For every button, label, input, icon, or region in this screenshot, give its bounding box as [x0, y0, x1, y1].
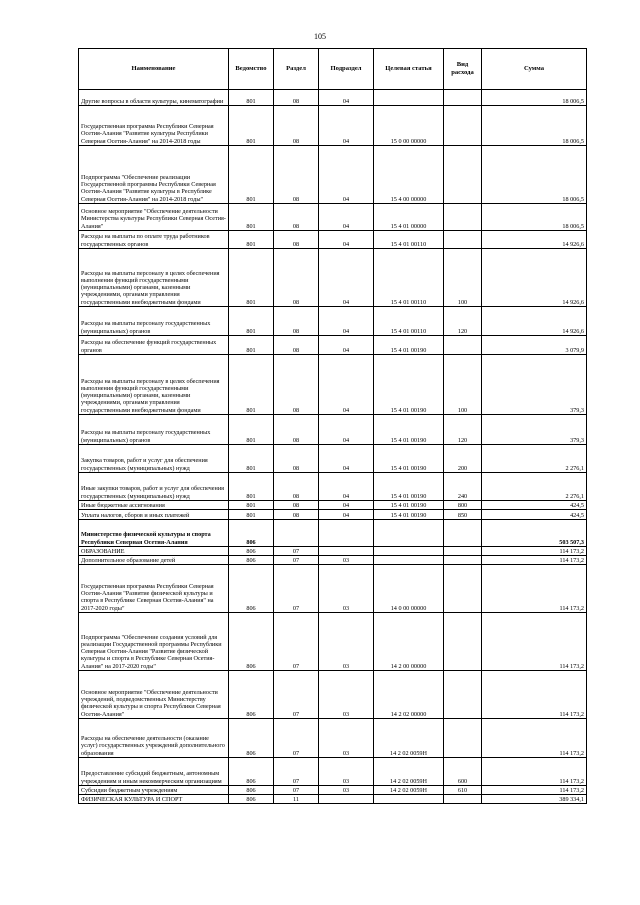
- cell-expense-type: [444, 671, 482, 719]
- cell-target-item: 15 4 01 00110: [374, 307, 444, 336]
- cell-target-item: 15 4 01 00110: [374, 231, 444, 249]
- cell-target-item: 15 4 01 00190: [374, 473, 444, 501]
- cell-name: Расходы на выплаты персоналу в целях обеспечения выполнения функций государственными (муниципальными) органами, казенными учреждениями, органами управления государственными внебюджетными фондами: [79, 249, 229, 307]
- cell-name: Расходы на выплаты персоналу государственных (муниципальных) органов: [79, 415, 229, 445]
- column-header-name: Наименование: [79, 49, 229, 90]
- cell-expense-type: 100: [444, 355, 482, 415]
- cell-section: 08: [274, 445, 319, 473]
- cell-subsection: 04: [319, 249, 374, 307]
- cell-department: 806: [229, 565, 274, 613]
- cell-name: Основное мероприятие "Обеспечение деятельности Министерства культуры Республики Северная Осетия-Алания": [79, 204, 229, 231]
- cell-expense-type: 120: [444, 307, 482, 336]
- cell-expense-type: [444, 613, 482, 671]
- cell-subsection: 04: [319, 355, 374, 415]
- cell-sum: 18 006,5: [482, 204, 587, 231]
- cell-name: Дополнительное образование детей: [79, 556, 229, 565]
- cell-department: 801: [229, 146, 274, 204]
- cell-expense-type: [444, 556, 482, 565]
- cell-sum: 18 006,5: [482, 106, 587, 146]
- cell-department: 801: [229, 307, 274, 336]
- cell-sum: 14 926,6: [482, 307, 587, 336]
- cell-sum: 18 006,5: [482, 90, 587, 106]
- column-header-subsection: Подраздел: [319, 49, 374, 90]
- table-row: [79, 795, 587, 804]
- cell-expense-type: [444, 719, 482, 758]
- column-header-department: Ведомство: [229, 49, 274, 90]
- cell-sum: 2 276,1: [482, 473, 587, 501]
- column-header-section: Раздел: [274, 49, 319, 90]
- table-row: [79, 556, 587, 565]
- cell-subsection: 03: [319, 671, 374, 719]
- cell-department: 801: [229, 90, 274, 106]
- cell-target-item: 15 4 01 00190: [374, 445, 444, 473]
- cell-subsection: 03: [319, 758, 374, 786]
- cell-department: 801: [229, 204, 274, 231]
- cell-target-item: 14 2 00 00000: [374, 613, 444, 671]
- cell-target-item: 15 4 01 00190: [374, 336, 444, 355]
- cell-subsection: 04: [319, 445, 374, 473]
- cell-name: Субсидии бюджетным учреждениям: [79, 786, 229, 795]
- column-header-expense-type: Вид расхода: [444, 49, 482, 90]
- cell-expense-type: [444, 547, 482, 556]
- cell-name: ОБРАЗОВАНИЕ: [79, 547, 229, 556]
- cell-subsection: 04: [319, 501, 374, 510]
- cell-name: Расходы на обеспечение функций государственных органов: [79, 336, 229, 355]
- cell-section: 08: [274, 90, 319, 106]
- table-header-row: [79, 49, 587, 90]
- cell-expense-type: 200: [444, 445, 482, 473]
- cell-expense-type: [444, 146, 482, 204]
- cell-subsection: [319, 795, 374, 804]
- cell-department: 801: [229, 415, 274, 445]
- cell-section: 08: [274, 355, 319, 415]
- cell-sum: 114 173,2: [482, 613, 587, 671]
- cell-subsection: 04: [319, 473, 374, 501]
- cell-expense-type: 240: [444, 473, 482, 501]
- cell-target-item: [374, 90, 444, 106]
- cell-department: 806: [229, 556, 274, 565]
- cell-section: 07: [274, 556, 319, 565]
- cell-sum: 14 926,6: [482, 231, 587, 249]
- cell-target-item: 15 4 01 00190: [374, 415, 444, 445]
- cell-name: Подпрограмма "Обеспечение реализации Государственной программы Республики Северная Осетия-Алания "Развитие культуры в Республике Северная Осетия-Алания" на 2014-2018 годы": [79, 146, 229, 204]
- column-header-sum: Сумма: [482, 49, 587, 90]
- cell-department: 801: [229, 336, 274, 355]
- cell-name: Уплата налогов, сборов и иных платежей: [79, 510, 229, 520]
- cell-sum: 503 507,3: [482, 520, 587, 547]
- table-row: [79, 415, 587, 445]
- table-row: [79, 355, 587, 415]
- cell-name: Основное мероприятие "Обеспечение деятельности учреждений, подведомственных Министерству физической культуры и спорта Республики Северная Осетия-Алания": [79, 671, 229, 719]
- cell-section: 07: [274, 671, 319, 719]
- cell-subsection: 04: [319, 415, 374, 445]
- cell-department: 801: [229, 106, 274, 146]
- table-row: [79, 90, 587, 106]
- cell-name: Расходы на обеспечение деятельности (оказание услуг) государственных учреждений дополнительного образования: [79, 719, 229, 758]
- table-row: [79, 336, 587, 355]
- cell-expense-type: 610: [444, 786, 482, 795]
- table-row: [79, 520, 587, 547]
- cell-department: 801: [229, 249, 274, 307]
- cell-section: 08: [274, 249, 319, 307]
- cell-department: 801: [229, 510, 274, 520]
- cell-name: Расходы на выплаты по оплате труда работников государственных органов: [79, 231, 229, 249]
- cell-subsection: 04: [319, 307, 374, 336]
- cell-section: 08: [274, 415, 319, 445]
- table-row: [79, 671, 587, 719]
- cell-sum: 389 334,1: [482, 795, 587, 804]
- table-row: [79, 758, 587, 786]
- cell-name: Закупка товаров, работ и услуг для обеспечения государственных (муниципальных) нужд: [79, 445, 229, 473]
- table-row: [79, 106, 587, 146]
- cell-target-item: 14 2 02 0059Н: [374, 758, 444, 786]
- cell-section: 08: [274, 146, 319, 204]
- cell-sum: 114 173,2: [482, 719, 587, 758]
- cell-target-item: 15 4 01 00000: [374, 204, 444, 231]
- cell-target-item: 15 4 01 00190: [374, 355, 444, 415]
- cell-section: 08: [274, 204, 319, 231]
- cell-target-item: [374, 520, 444, 547]
- cell-department: 801: [229, 445, 274, 473]
- table-row: [79, 510, 587, 520]
- cell-subsection: 03: [319, 719, 374, 758]
- cell-section: [274, 520, 319, 547]
- cell-sum: 14 926,6: [482, 249, 587, 307]
- budget-table: [78, 48, 587, 804]
- table-row: [79, 146, 587, 204]
- cell-subsection: 03: [319, 786, 374, 795]
- column-header-target-item: Целевая статья: [374, 49, 444, 90]
- cell-expense-type: [444, 231, 482, 249]
- cell-section: 07: [274, 719, 319, 758]
- cell-expense-type: 100: [444, 249, 482, 307]
- cell-subsection: 04: [319, 146, 374, 204]
- cell-section: 08: [274, 501, 319, 510]
- cell-subsection: 04: [319, 510, 374, 520]
- table-row: [79, 249, 587, 307]
- cell-section: 07: [274, 565, 319, 613]
- table-row: [79, 473, 587, 501]
- cell-sum: 114 173,2: [482, 671, 587, 719]
- cell-target-item: 14 2 02 0059Н: [374, 786, 444, 795]
- cell-target-item: [374, 547, 444, 556]
- cell-expense-type: [444, 520, 482, 547]
- cell-sum: 114 173,2: [482, 565, 587, 613]
- cell-sum: 424,5: [482, 510, 587, 520]
- cell-expense-type: [444, 565, 482, 613]
- cell-name: Министерство физической культуры и спорта Республики Северная Осетия-Алания: [79, 520, 229, 547]
- cell-name: Государственная программа Республики Северная Осетия-Алания "Развитие физической культуры и спорта в Республике Северная Осетия-Алания" на 2017-2020 годы": [79, 565, 229, 613]
- cell-expense-type: 800: [444, 501, 482, 510]
- cell-expense-type: [444, 795, 482, 804]
- cell-expense-type: [444, 336, 482, 355]
- cell-section: 08: [274, 307, 319, 336]
- cell-department: 806: [229, 795, 274, 804]
- cell-target-item: 14 0 00 00000: [374, 565, 444, 613]
- cell-sum: 114 173,2: [482, 556, 587, 565]
- cell-subsection: 03: [319, 556, 374, 565]
- cell-section: 08: [274, 336, 319, 355]
- cell-expense-type: [444, 204, 482, 231]
- cell-department: 806: [229, 786, 274, 795]
- cell-expense-type: 850: [444, 510, 482, 520]
- cell-section: 11: [274, 795, 319, 804]
- cell-section: 07: [274, 547, 319, 556]
- cell-subsection: 04: [319, 336, 374, 355]
- cell-department: 801: [229, 355, 274, 415]
- table-row: [79, 719, 587, 758]
- cell-name: Государственная программа Республики Северная Осетия-Алания "Развитие культуры Республики Северная Осетия-Алания" на 2014-2018 годы: [79, 106, 229, 146]
- cell-target-item: 14 2 02 0059Н: [374, 719, 444, 758]
- cell-department: 801: [229, 231, 274, 249]
- cell-sum: 114 173,2: [482, 758, 587, 786]
- cell-expense-type: 600: [444, 758, 482, 786]
- cell-target-item: 14 2 02 00000: [374, 671, 444, 719]
- cell-department: 806: [229, 671, 274, 719]
- cell-sum: 18 006,5: [482, 146, 587, 204]
- table-row: [79, 307, 587, 336]
- cell-name: Расходы на выплаты персоналу в целях обеспечения выполнения функций государственными (муниципальными) органами, казенными учреждениями, органами управления государственными внебюджетными фондами: [79, 355, 229, 415]
- table-row: [79, 565, 587, 613]
- cell-section: 08: [274, 106, 319, 146]
- cell-department: 806: [229, 520, 274, 547]
- cell-sum: 379,3: [482, 355, 587, 415]
- cell-subsection: 03: [319, 613, 374, 671]
- cell-section: 07: [274, 786, 319, 795]
- cell-department: 806: [229, 547, 274, 556]
- cell-section: 08: [274, 231, 319, 249]
- cell-section: 07: [274, 758, 319, 786]
- cell-subsection: [319, 547, 374, 556]
- cell-subsection: 03: [319, 565, 374, 613]
- table-row: [79, 501, 587, 510]
- table-row: [79, 231, 587, 249]
- cell-name: Предоставление субсидий бюджетным, автономным учреждениям и иным некоммерческим организациям: [79, 758, 229, 786]
- table-row: [79, 547, 587, 556]
- cell-subsection: 04: [319, 106, 374, 146]
- cell-subsection: 04: [319, 90, 374, 106]
- cell-sum: 2 276,1: [482, 445, 587, 473]
- cell-subsection: 04: [319, 231, 374, 249]
- cell-section: 08: [274, 473, 319, 501]
- cell-name: Расходы на выплаты персоналу государственных (муниципальных) органов: [79, 307, 229, 336]
- cell-subsection: 04: [319, 204, 374, 231]
- cell-expense-type: 120: [444, 415, 482, 445]
- cell-section: 07: [274, 613, 319, 671]
- cell-target-item: 15 4 01 00110: [374, 249, 444, 307]
- cell-sum: 3 079,9: [482, 336, 587, 355]
- cell-department: 801: [229, 501, 274, 510]
- cell-sum: 114 173,2: [482, 547, 587, 556]
- cell-name: ФИЗИЧЕСКАЯ КУЛЬТУРА И СПОРТ: [79, 795, 229, 804]
- cell-expense-type: [444, 106, 482, 146]
- cell-name: Подпрограмма "Обеспечение создания условий для реализации Государственной программы Республики Северная Осетия-Алания "Развитие физической культуры и спорта в Республике Северная Осетия-Алания" на 2017-2020 годы": [79, 613, 229, 671]
- cell-target-item: 15 4 01 00190: [374, 510, 444, 520]
- cell-section: 08: [274, 510, 319, 520]
- cell-department: 801: [229, 473, 274, 501]
- cell-target-item: 15 4 00 00000: [374, 146, 444, 204]
- cell-name: Иные закупки товаров, работ и услуг для обеспечения государственных (муниципальных) нужд: [79, 473, 229, 501]
- cell-target-item: [374, 795, 444, 804]
- table-row: [79, 786, 587, 795]
- cell-department: 806: [229, 613, 274, 671]
- cell-department: 806: [229, 758, 274, 786]
- cell-sum: 424,5: [482, 501, 587, 510]
- cell-name: Иные бюджетные ассигнования: [79, 501, 229, 510]
- cell-sum: 114 173,2: [482, 786, 587, 795]
- cell-target-item: 15 4 01 00190: [374, 501, 444, 510]
- table-row: [79, 204, 587, 231]
- cell-department: 806: [229, 719, 274, 758]
- cell-target-item: [374, 556, 444, 565]
- cell-target-item: 15 0 00 00000: [374, 106, 444, 146]
- cell-sum: 379,3: [482, 415, 587, 445]
- cell-subsection: [319, 520, 374, 547]
- cell-name: Другие вопросы в области культуры, кинематографии: [79, 90, 229, 106]
- table-row: [79, 445, 587, 473]
- page-number: 105: [314, 32, 326, 41]
- table-row: [79, 613, 587, 671]
- cell-expense-type: [444, 90, 482, 106]
